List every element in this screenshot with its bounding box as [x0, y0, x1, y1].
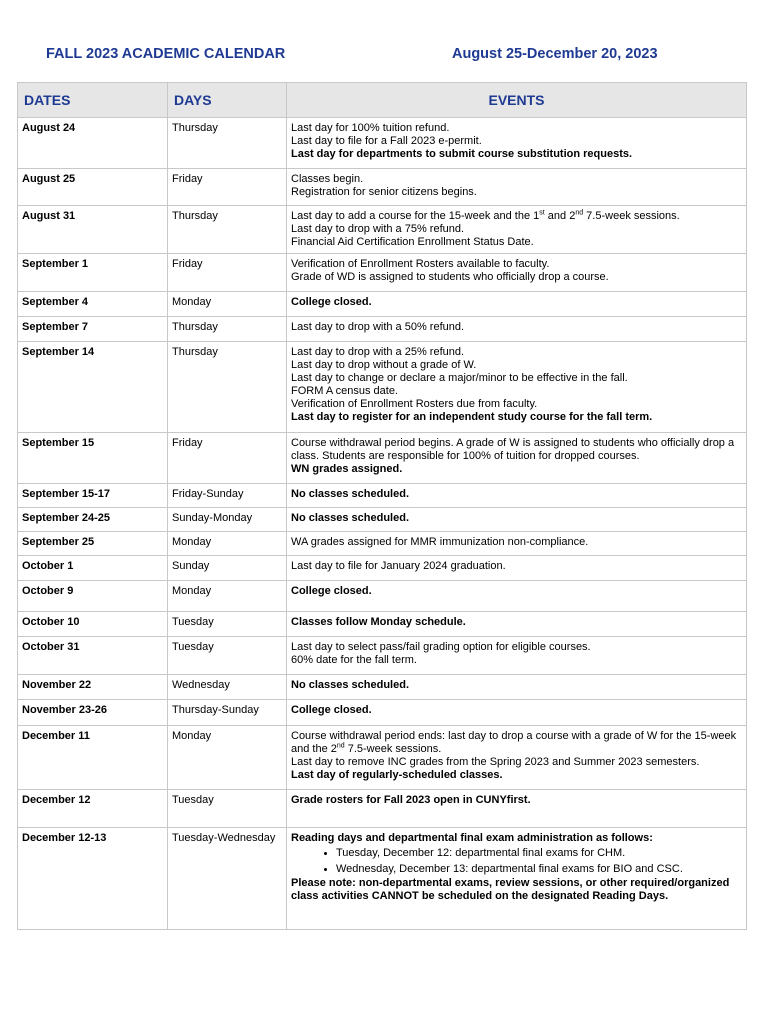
event-line [291, 730, 742, 756]
calendar-date-range: August 25-December 20, 2023 [452, 46, 658, 62]
event-bullet-item: • Wednesday, December 13: departmental final exams for BIO and CSC. [336, 861, 742, 877]
row-events [287, 726, 747, 790]
event-line: Financial Aid Certification Enrollment Status Date. [291, 236, 534, 248]
table-row [18, 206, 747, 254]
row-events [287, 612, 747, 637]
table-row [18, 790, 747, 828]
event-line: Classes begin. [291, 173, 364, 185]
table-row [18, 292, 747, 317]
row-events [287, 118, 747, 169]
row-day: Tuesday [168, 790, 287, 828]
event-line: Classes follow Monday schedule. [291, 616, 466, 628]
event-line: FORM A census date. [291, 385, 398, 397]
row-date: September 4 [18, 292, 168, 317]
row-day: Thursday [168, 206, 287, 254]
event-line: Course withdrawal period begins. A grade of W is assigned to students who officially drop a class. Students are responsible for 100% of tuition for dropped courses. [291, 437, 735, 462]
event-bullet-item: • Tuesday, December 12: departmental final exams for CHM. [336, 845, 742, 861]
ordinal-suffix: nd [575, 209, 584, 217]
row-date: November 23-26 [18, 700, 168, 726]
event-text-part: Last day to add a course for the 15-week and the 1 [291, 210, 540, 222]
row-events [287, 508, 747, 532]
calendar-table [17, 82, 747, 930]
row-date: August 25 [18, 169, 168, 206]
row-events [287, 556, 747, 581]
table-row [18, 700, 747, 726]
row-day: Thursday [168, 342, 287, 433]
event-line: Verification of Enrollment Rosters due from faculty. [291, 398, 538, 410]
event-line: Last day to drop without a grade of W. [291, 359, 477, 371]
column-header-days: DAYS [168, 83, 287, 118]
table-row [18, 675, 747, 700]
event-line: Last day for departments to submit course substitution requests. [291, 148, 633, 160]
event-line: College closed. [291, 704, 372, 716]
row-day: Monday [168, 292, 287, 317]
event-line: No classes scheduled. [291, 488, 409, 500]
table-row [18, 637, 747, 675]
event-line: Grade rosters for Fall 2023 open in CUNYfirst. [291, 794, 531, 806]
row-date: December 12-13 [18, 828, 168, 930]
event-line: College closed. [291, 296, 372, 308]
event-line: No classes scheduled. [291, 512, 409, 524]
event-line: Last day to drop with a 25% refund. [291, 346, 465, 358]
event-line: Verification of Enrollment Rosters available to faculty. [291, 258, 550, 270]
row-date: September 15-17 [18, 484, 168, 508]
row-date: October 1 [18, 556, 168, 581]
row-day: Friday [168, 169, 287, 206]
event-bullet-list [291, 845, 742, 877]
row-events [287, 581, 747, 612]
table-row [18, 532, 747, 556]
column-header-dates: DATES [18, 83, 168, 118]
row-day: Friday-Sunday [168, 484, 287, 508]
event-line [291, 210, 742, 223]
event-line: Reading days and departmental final exam administration as follows: [291, 832, 653, 844]
event-line: Last day to drop with a 50% refund. [291, 321, 465, 333]
row-date: December 11 [18, 726, 168, 790]
event-line: 60% date for the fall term. [291, 654, 417, 666]
row-events [287, 206, 747, 254]
event-line: Last day to register for an independent study course for the fall term. [291, 411, 653, 423]
table-row [18, 726, 747, 790]
event-line: Last day to change or declare a major/minor to be effective in the fall. [291, 372, 628, 384]
event-line: Last day to file for January 2024 graduation. [291, 560, 506, 572]
event-line: No classes scheduled. [291, 679, 409, 691]
event-line: Last day of regularly-scheduled classes. [291, 769, 503, 781]
table-row [18, 433, 747, 484]
event-line: WN grades assigned. [291, 463, 403, 475]
row-date: August 24 [18, 118, 168, 169]
row-day: Thursday [168, 317, 287, 342]
row-day: Friday [168, 254, 287, 292]
table-row [18, 317, 747, 342]
event-line: College closed. [291, 585, 372, 597]
row-day: Monday [168, 532, 287, 556]
row-day: Monday [168, 581, 287, 612]
event-text-part: 7.5-week sessions. [583, 210, 680, 222]
table-row [18, 508, 747, 532]
event-line: Registration for senior citizens begins. [291, 186, 477, 198]
row-events [287, 675, 747, 700]
row-day: Tuesday [168, 637, 287, 675]
event-line: WA grades assigned for MMR immunization non-compliance. [291, 536, 589, 548]
event-text-part: and 2 [544, 210, 576, 222]
row-events [287, 790, 747, 828]
row-date: October 10 [18, 612, 168, 637]
row-date: December 12 [18, 790, 168, 828]
row-day: Sunday-Monday [168, 508, 287, 532]
event-line: Grade of WD is assigned to students who officially drop a course. [291, 271, 609, 283]
row-date: September 14 [18, 342, 168, 433]
ordinal-suffix: nd [336, 742, 345, 750]
event-text-part: Course withdrawal period ends: last day to drop a course with a grade of W for the 15-week and the 2 [291, 730, 737, 755]
table-row [18, 612, 747, 637]
table-row [18, 169, 747, 206]
row-events [287, 342, 747, 433]
event-line: Last day to select pass/fail grading option for eligible courses. [291, 641, 591, 653]
row-events [287, 700, 747, 726]
event-line: Last day for 100% tuition refund. [291, 122, 450, 134]
row-day: Sunday [168, 556, 287, 581]
row-date: September 7 [18, 317, 168, 342]
row-date: August 31 [18, 206, 168, 254]
row-day: Wednesday [168, 675, 287, 700]
event-line: Last day to remove INC grades from the Spring 2023 and Summer 2023 semesters. [291, 756, 700, 768]
ordinal-suffix: st [539, 209, 545, 217]
row-date: November 22 [18, 675, 168, 700]
row-day: Friday [168, 433, 287, 484]
table-row [18, 118, 747, 169]
calendar-title: FALL 2023 ACADEMIC CALENDAR [46, 46, 286, 62]
event-text-part: 7.5-week sessions. [344, 743, 442, 755]
row-day: Tuesday [168, 612, 287, 637]
row-day: Monday [168, 726, 287, 790]
row-day: Thursday-Sunday [168, 700, 287, 726]
row-events [287, 169, 747, 206]
event-line: Please note: non-departmental exams, review sessions, or other required/organized class activities CANNOT be scheduled on the designated Reading Days. [291, 877, 730, 902]
table-row [18, 828, 747, 930]
table-row [18, 581, 747, 612]
row-events [287, 637, 747, 675]
row-events [287, 433, 747, 484]
event-line: Last day to file for a Fall 2023 e-permit. [291, 135, 482, 147]
row-date: September 25 [18, 532, 168, 556]
table-row [18, 556, 747, 581]
row-date: October 31 [18, 637, 168, 675]
row-day: Thursday [168, 118, 287, 169]
row-events [287, 317, 747, 342]
column-header-events: EVENTS [287, 83, 747, 118]
row-date: September 1 [18, 254, 168, 292]
row-date: September 24-25 [18, 508, 168, 532]
table-row [18, 484, 747, 508]
row-events [287, 484, 747, 508]
table-row [18, 254, 747, 292]
table-row [18, 342, 747, 433]
table-header-row [18, 83, 747, 118]
event-line: Last day to drop with a 75% refund. [291, 223, 465, 235]
row-events [287, 828, 747, 930]
row-events [287, 254, 747, 292]
row-date: September 15 [18, 433, 168, 484]
row-date: October 9 [18, 581, 168, 612]
row-events [287, 292, 747, 317]
row-events [287, 532, 747, 556]
row-day: Tuesday-Wednesday [168, 828, 287, 930]
